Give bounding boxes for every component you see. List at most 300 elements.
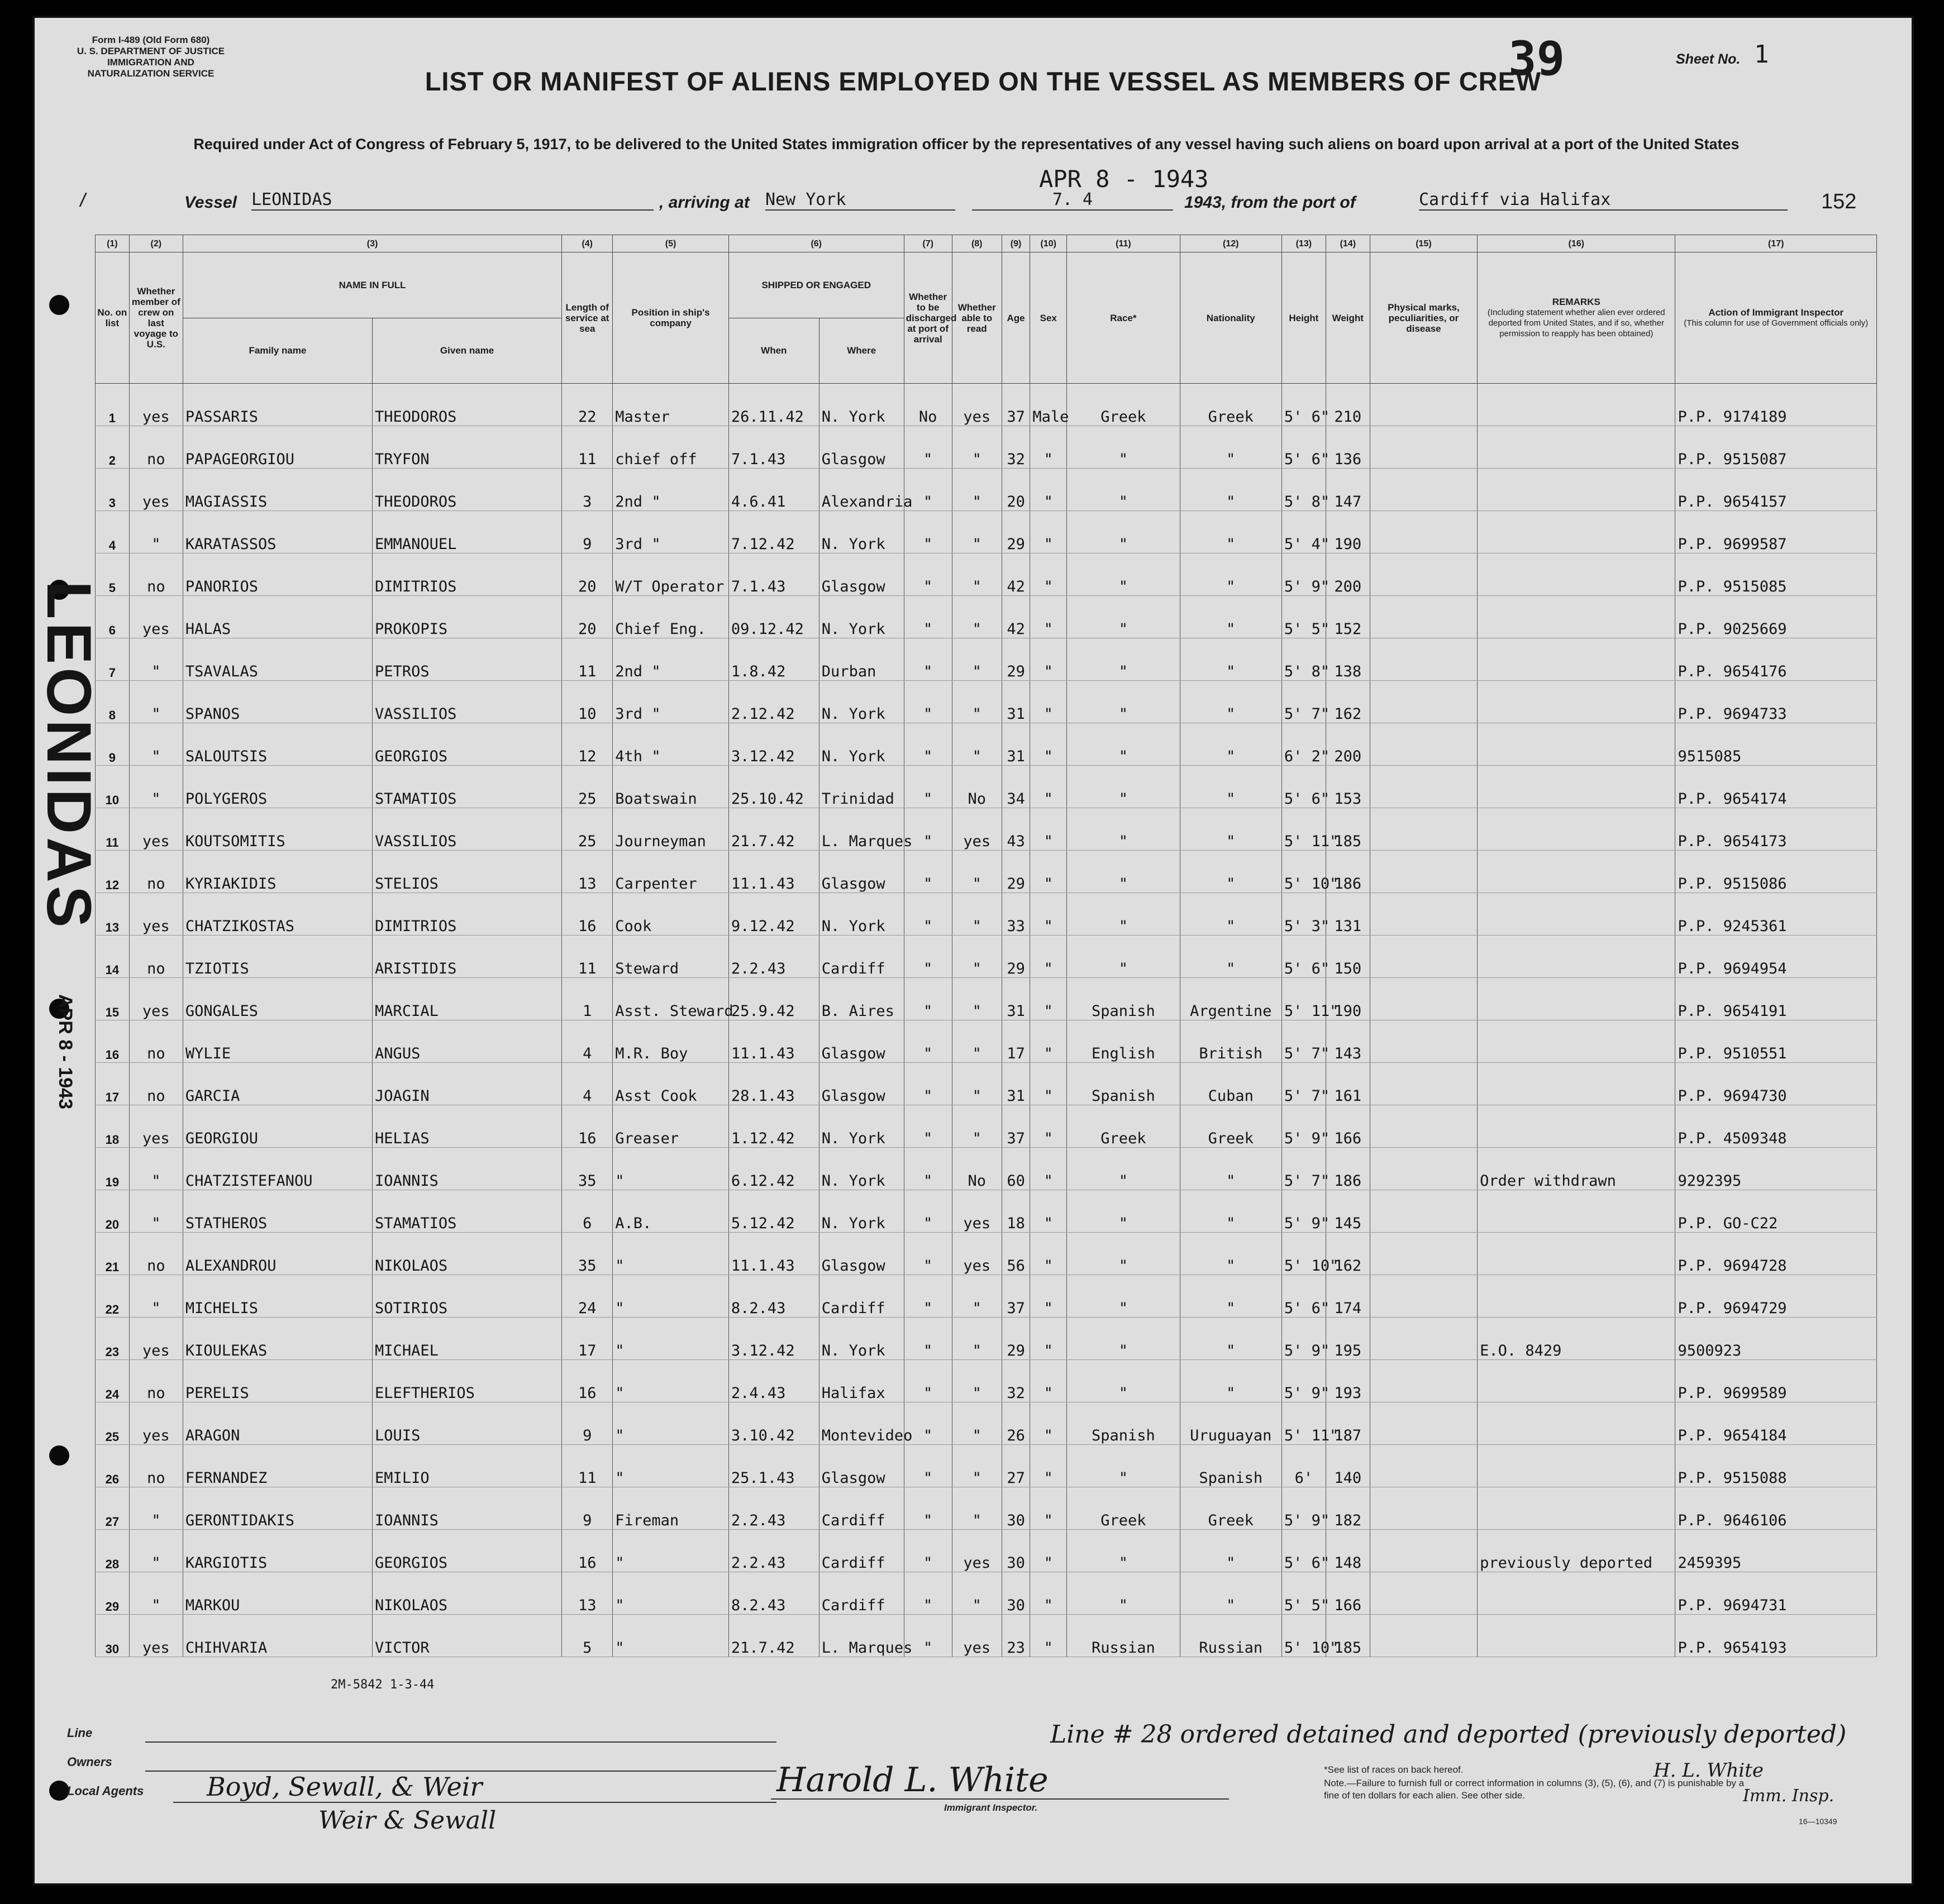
crew-remarks xyxy=(1478,596,1675,638)
colnum: (10) xyxy=(1030,235,1067,252)
crew-member-last-voyage: no xyxy=(129,426,183,469)
line-label: Line xyxy=(67,1726,93,1740)
table-row xyxy=(96,766,1877,808)
crew-able-to-read: " xyxy=(952,936,1002,978)
crew-shipped-where: Trinidad xyxy=(819,766,904,808)
crew-remarks: E.O. 8429 xyxy=(1478,1318,1675,1360)
crew-line-no: 7 xyxy=(96,638,130,681)
crew-discharged: " xyxy=(904,1318,952,1360)
crew-line-no: 1 xyxy=(96,384,130,426)
crew-discharged: " xyxy=(904,426,952,469)
crew-able-to-read: " xyxy=(952,1318,1002,1360)
crew-race: " xyxy=(1067,808,1180,851)
crew-family-name: PAPAGEORGIOU xyxy=(183,426,372,469)
colnum: (16) xyxy=(1478,235,1675,252)
crew-length-service: 9 xyxy=(562,1402,613,1445)
crew-height: 5' 4" xyxy=(1281,511,1326,553)
crew-action: P.P. 9699587 xyxy=(1675,511,1877,553)
table-row xyxy=(96,1615,1877,1657)
crew-family-name: PASSARIS xyxy=(183,384,372,426)
crew-position: " xyxy=(613,1445,729,1487)
crew-nationality: " xyxy=(1180,681,1281,723)
crew-length-service: 11 xyxy=(562,1445,613,1487)
table-row xyxy=(96,1572,1877,1615)
crew-sex: " xyxy=(1030,1275,1067,1318)
crew-race: " xyxy=(1067,893,1180,936)
crew-nationality: " xyxy=(1180,936,1281,978)
crew-sex: " xyxy=(1030,1233,1067,1275)
crew-shipped-where: N. York xyxy=(819,1190,904,1233)
crew-shipped-when: 3.12.42 xyxy=(728,723,819,766)
crew-discharged: " xyxy=(904,553,952,596)
crew-remarks xyxy=(1478,1572,1675,1615)
crew-member-last-voyage: " xyxy=(129,681,183,723)
table-row xyxy=(96,1020,1877,1063)
crew-physical-marks xyxy=(1370,723,1477,766)
crew-able-to-read: " xyxy=(952,1020,1002,1063)
crew-physical-marks xyxy=(1370,1105,1477,1148)
crew-length-service: 4 xyxy=(562,1020,613,1063)
crew-physical-marks xyxy=(1370,469,1477,511)
crew-given-name: MARCIAL xyxy=(373,978,562,1020)
crew-remarks xyxy=(1478,1615,1675,1657)
crew-remarks xyxy=(1478,936,1675,978)
crew-member-last-voyage: " xyxy=(129,1148,183,1190)
crew-member-last-voyage: no xyxy=(129,1360,183,1402)
crew-physical-marks xyxy=(1370,1020,1477,1063)
crew-nationality: Uruguayan xyxy=(1180,1402,1281,1445)
crew-sex: " xyxy=(1030,1020,1067,1063)
crew-member-last-voyage: yes xyxy=(129,978,183,1020)
crew-discharged: " xyxy=(904,1487,952,1530)
crew-shipped-when: 3.12.42 xyxy=(728,1318,819,1360)
crew-able-to-read: " xyxy=(952,638,1002,681)
crew-shipped-where: Glasgow xyxy=(819,553,904,596)
crew-member-last-voyage: yes xyxy=(129,596,183,638)
crew-line-no: 20 xyxy=(96,1190,130,1233)
colnum: (3) xyxy=(183,235,561,252)
crew-remarks xyxy=(1478,384,1675,426)
crew-nationality: " xyxy=(1180,1360,1281,1402)
crew-shipped-where: Montevideo xyxy=(819,1402,904,1445)
crew-physical-marks xyxy=(1370,553,1477,596)
crew-action: P.P. 9699589 xyxy=(1675,1360,1877,1402)
crew-shipped-when: 25.9.42 xyxy=(728,978,819,1020)
header-height: Height xyxy=(1281,252,1326,384)
page-mark: 39 xyxy=(1508,31,1565,86)
crew-race: Greek xyxy=(1067,384,1180,426)
crew-position: " xyxy=(613,1615,729,1657)
sheet-label: Sheet No. xyxy=(1676,51,1741,67)
crew-family-name: GONGALES xyxy=(183,978,372,1020)
crew-age: 29 xyxy=(1002,936,1030,978)
crew-length-service: 4 xyxy=(562,1063,613,1105)
table-row xyxy=(96,1275,1877,1318)
crew-physical-marks xyxy=(1370,596,1477,638)
crew-length-service: 25 xyxy=(562,808,613,851)
crew-sex: " xyxy=(1030,1530,1067,1572)
arrival-date: 7. 4 xyxy=(972,190,1173,211)
crew-sex: " xyxy=(1030,1190,1067,1233)
crew-discharged: " xyxy=(904,681,952,723)
crew-nationality: " xyxy=(1180,469,1281,511)
crew-line-no: 8 xyxy=(96,681,130,723)
table-row xyxy=(96,596,1877,638)
crew-sex: " xyxy=(1030,1402,1067,1445)
crew-line-no: 3 xyxy=(96,469,130,511)
crew-nationality: " xyxy=(1180,851,1281,893)
inspector-title: Imm. Insp. xyxy=(1743,1786,1835,1806)
header-action-sub: (This column for use of Government officials only) xyxy=(1684,318,1869,328)
crew-action: P.P. 9694728 xyxy=(1675,1233,1877,1275)
crew-able-to-read: " xyxy=(952,1063,1002,1105)
crew-given-name: GEORGIOS xyxy=(373,723,562,766)
crew-age: 30 xyxy=(1002,1530,1030,1572)
crew-line-no: 18 xyxy=(96,1105,130,1148)
crew-length-service: 11 xyxy=(562,936,613,978)
crew-remarks xyxy=(1478,851,1675,893)
crew-height: 5' 10" xyxy=(1281,851,1326,893)
header-remarks xyxy=(1478,252,1675,384)
crew-weight: 186 xyxy=(1326,851,1370,893)
crew-height: 5' 7" xyxy=(1281,1063,1326,1105)
crew-family-name: CHATZIKOSTAS xyxy=(183,893,372,936)
crew-sex: " xyxy=(1030,808,1067,851)
crew-remarks xyxy=(1478,808,1675,851)
crew-line-no: 25 xyxy=(96,1402,130,1445)
crew-line-no: 14 xyxy=(96,936,130,978)
crew-race: Spanish xyxy=(1067,1402,1180,1445)
crew-given-name: STAMATIOS xyxy=(373,766,562,808)
crew-physical-marks xyxy=(1370,1318,1477,1360)
crew-shipped-where: Glasgow xyxy=(819,1063,904,1105)
crew-length-service: 16 xyxy=(562,1530,613,1572)
colnum: (14) xyxy=(1326,235,1370,252)
crew-height: 5' 9" xyxy=(1281,1360,1326,1402)
crew-age: 20 xyxy=(1002,469,1030,511)
crew-weight: 185 xyxy=(1326,1615,1370,1657)
crew-age: 32 xyxy=(1002,1360,1030,1402)
crew-race: " xyxy=(1067,1530,1180,1572)
crew-nationality: " xyxy=(1180,511,1281,553)
crew-action: P.P. 9694731 xyxy=(1675,1572,1877,1615)
row27-note: 2M-5842 1-3-44 xyxy=(331,1678,435,1692)
crew-shipped-where: Halifax xyxy=(819,1360,904,1402)
punch-hole xyxy=(49,1445,69,1466)
crew-age: 29 xyxy=(1002,638,1030,681)
table-row xyxy=(96,936,1877,978)
crew-member-last-voyage: " xyxy=(129,723,183,766)
crew-nationality: " xyxy=(1180,1148,1281,1190)
table-row xyxy=(96,384,1877,426)
table-row xyxy=(96,681,1877,723)
form-title: LIST OR MANIFEST OF ALIENS EMPLOYED ON THE VESSEL AS MEMBERS OF CREW xyxy=(425,66,1542,96)
crew-given-name: NIKOLAOS xyxy=(373,1233,562,1275)
signature-line xyxy=(771,1798,1229,1800)
crew-shipped-where: Glasgow xyxy=(819,1445,904,1487)
crew-nationality: " xyxy=(1180,553,1281,596)
crew-sex: " xyxy=(1030,893,1067,936)
crew-member-last-voyage: no xyxy=(129,1233,183,1275)
crew-nationality: British xyxy=(1180,1020,1281,1063)
crew-age: 31 xyxy=(1002,1063,1030,1105)
crew-height: 5' 7" xyxy=(1281,1148,1326,1190)
crew-shipped-when: 8.2.43 xyxy=(728,1572,819,1615)
crew-family-name: MAGIASSIS xyxy=(183,469,372,511)
crew-given-name: PETROS xyxy=(373,638,562,681)
crew-shipped-where: Cardiff xyxy=(819,1275,904,1318)
crew-shipped-when: 1.12.42 xyxy=(728,1105,819,1148)
crew-family-name: FERNANDEZ xyxy=(183,1445,372,1487)
crew-race: " xyxy=(1067,1318,1180,1360)
crew-weight: 138 xyxy=(1326,638,1370,681)
crew-height: 5' 6" xyxy=(1281,936,1326,978)
crew-remarks xyxy=(1478,1360,1675,1402)
crew-age: 29 xyxy=(1002,511,1030,553)
crew-length-service: 24 xyxy=(562,1275,613,1318)
header-where: Where xyxy=(819,318,904,384)
crew-nationality: " xyxy=(1180,723,1281,766)
crew-member-last-voyage: no xyxy=(129,936,183,978)
crew-action: 9515085 xyxy=(1675,723,1877,766)
crew-discharged: " xyxy=(904,638,952,681)
crew-remarks xyxy=(1478,511,1675,553)
header-remarks-title: REMARKS xyxy=(1552,297,1600,307)
crew-position: " xyxy=(613,1572,729,1615)
signature-caption: Immigrant Inspector. xyxy=(944,1802,1038,1813)
crew-physical-marks xyxy=(1370,1063,1477,1105)
crew-action: 9500923 xyxy=(1675,1318,1877,1360)
crew-able-to-read: yes xyxy=(952,1530,1002,1572)
crew-weight: 131 xyxy=(1326,893,1370,936)
crew-family-name: CHIHVARIA xyxy=(183,1615,372,1657)
crew-race: " xyxy=(1067,426,1180,469)
crew-height: 6' xyxy=(1281,1445,1326,1487)
crew-remarks xyxy=(1478,1105,1675,1148)
crew-remarks xyxy=(1478,1020,1675,1063)
crew-length-service: 1 xyxy=(562,978,613,1020)
crew-action: P.P. 9654157 xyxy=(1675,469,1877,511)
table-row xyxy=(96,1105,1877,1148)
crew-discharged: " xyxy=(904,851,952,893)
crew-able-to-read: " xyxy=(952,681,1002,723)
crew-able-to-read: yes xyxy=(952,808,1002,851)
crew-length-service: 20 xyxy=(562,553,613,596)
crew-shipped-when: 7.1.43 xyxy=(728,553,819,596)
crew-weight: 152 xyxy=(1326,596,1370,638)
crew-remarks xyxy=(1478,1063,1675,1105)
crew-member-last-voyage: " xyxy=(129,766,183,808)
crew-action: P.P. 9174189 xyxy=(1675,384,1877,426)
crew-age: 31 xyxy=(1002,681,1030,723)
crew-shipped-when: 21.7.42 xyxy=(728,1615,819,1657)
crew-given-name: VICTOR xyxy=(373,1615,562,1657)
crew-shipped-where: N. York xyxy=(819,1318,904,1360)
crew-member-last-voyage: yes xyxy=(129,808,183,851)
crew-line-no: 30 xyxy=(96,1615,130,1657)
crew-action: P.P. GO-C22 xyxy=(1675,1190,1877,1233)
crew-position: Master xyxy=(613,384,729,426)
crew-sex: " xyxy=(1030,511,1067,553)
agents-field xyxy=(173,1802,776,1803)
agents-value-2: Weir & Sewall xyxy=(318,1806,497,1835)
crew-race: " xyxy=(1067,1572,1180,1615)
arrival-port: New York xyxy=(765,190,955,211)
crew-position: 4th " xyxy=(613,723,729,766)
crew-shipped-where: N. York xyxy=(819,893,904,936)
header-nationality: Nationality xyxy=(1180,252,1281,384)
crew-shipped-when: 2.12.42 xyxy=(728,681,819,723)
crew-line-no: 2 xyxy=(96,426,130,469)
crew-race: " xyxy=(1067,1445,1180,1487)
crew-weight: 187 xyxy=(1326,1402,1370,1445)
crew-height: 5' 8" xyxy=(1281,638,1326,681)
table-row xyxy=(96,1148,1877,1190)
crew-height: 5' 9" xyxy=(1281,1318,1326,1360)
crew-height: 5' 5" xyxy=(1281,1572,1326,1615)
crew-weight: 200 xyxy=(1326,723,1370,766)
crew-family-name: GARCIA xyxy=(183,1063,372,1105)
crew-discharged: " xyxy=(904,766,952,808)
crew-family-name: ALEXANDROU xyxy=(183,1233,372,1275)
table-row xyxy=(96,1487,1877,1530)
crew-physical-marks xyxy=(1370,1572,1477,1615)
vessel-name: LEONIDAS xyxy=(251,190,654,211)
crew-able-to-read: " xyxy=(952,978,1002,1020)
crew-body xyxy=(96,384,1877,1657)
crew-able-to-read: " xyxy=(952,553,1002,596)
crew-weight: 195 xyxy=(1326,1318,1370,1360)
crew-shipped-where: Durban xyxy=(819,638,904,681)
crew-shipped-where: Cardiff xyxy=(819,1572,904,1615)
crew-age: 42 xyxy=(1002,596,1030,638)
crew-line-no: 26 xyxy=(96,1445,130,1487)
crew-sex: " xyxy=(1030,978,1067,1020)
crew-physical-marks xyxy=(1370,1275,1477,1318)
crew-race: " xyxy=(1067,1275,1180,1318)
crew-position: Greaser xyxy=(613,1105,729,1148)
crew-weight: 200 xyxy=(1326,553,1370,596)
crew-length-service: 6 xyxy=(562,1190,613,1233)
crew-height: 5' 10" xyxy=(1281,1615,1326,1657)
crew-nationality: Greek xyxy=(1180,1105,1281,1148)
crew-able-to-read: yes xyxy=(952,1615,1002,1657)
crew-position: " xyxy=(613,1275,729,1318)
crew-given-name: NIKOLAOS xyxy=(373,1572,562,1615)
crew-discharged: " xyxy=(904,1233,952,1275)
crew-age: 32 xyxy=(1002,426,1030,469)
owners-label: Owners xyxy=(67,1755,112,1769)
crew-physical-marks xyxy=(1370,1487,1477,1530)
crew-age: 17 xyxy=(1002,1020,1030,1063)
crew-weight: 166 xyxy=(1326,1572,1370,1615)
crew-nationality: Russian xyxy=(1180,1615,1281,1657)
crew-sex: " xyxy=(1030,638,1067,681)
crew-sex: " xyxy=(1030,851,1067,893)
crew-shipped-where: Cardiff xyxy=(819,1530,904,1572)
crew-sex: " xyxy=(1030,1572,1067,1615)
crew-shipped-when: 2.2.43 xyxy=(728,1487,819,1530)
crew-nationality: " xyxy=(1180,1530,1281,1572)
crew-physical-marks xyxy=(1370,1402,1477,1445)
crew-family-name: TZIOTIS xyxy=(183,936,372,978)
crew-sex: " xyxy=(1030,766,1067,808)
crew-race: Spanish xyxy=(1067,978,1180,1020)
note-failure: Note.—Failure to furnish full or correct information in columns (3), (5), (6), and (7) is punishable by a fine of ten dollars for each alien. See other side. xyxy=(1324,1778,1745,1801)
crew-weight: 145 xyxy=(1326,1190,1370,1233)
crew-able-to-read: yes xyxy=(952,1233,1002,1275)
crew-weight: 166 xyxy=(1326,1105,1370,1148)
crew-sex: " xyxy=(1030,936,1067,978)
crew-line-no: 11 xyxy=(96,808,130,851)
crew-weight: 153 xyxy=(1326,766,1370,808)
colnum: (2) xyxy=(129,235,183,252)
crew-nationality: " xyxy=(1180,808,1281,851)
crew-discharged: " xyxy=(904,1572,952,1615)
crew-position: " xyxy=(613,1318,729,1360)
crew-race: " xyxy=(1067,936,1180,978)
crew-weight: 182 xyxy=(1326,1487,1370,1530)
crew-physical-marks xyxy=(1370,1190,1477,1233)
crew-nationality: " xyxy=(1180,1233,1281,1275)
crew-race: " xyxy=(1067,1360,1180,1402)
crew-discharged: " xyxy=(904,1530,952,1572)
crew-member-last-voyage: no xyxy=(129,1020,183,1063)
crew-remarks xyxy=(1478,553,1675,596)
crew-height: 5' 11" xyxy=(1281,1402,1326,1445)
crew-given-name: PROKOPIS xyxy=(373,596,562,638)
crew-nationality: " xyxy=(1180,596,1281,638)
crew-age: 33 xyxy=(1002,893,1030,936)
crew-age: 56 xyxy=(1002,1233,1030,1275)
crew-remarks xyxy=(1478,723,1675,766)
line-field xyxy=(145,1741,776,1743)
crew-member-last-voyage: yes xyxy=(129,893,183,936)
crew-action: P.P. 9025669 xyxy=(1675,596,1877,638)
crew-race: " xyxy=(1067,851,1180,893)
crew-height: 5' 11" xyxy=(1281,978,1326,1020)
crew-sex: " xyxy=(1030,1445,1067,1487)
crew-line-no: 12 xyxy=(96,851,130,893)
crew-discharged: " xyxy=(904,1615,952,1657)
crew-family-name: PERELIS xyxy=(183,1360,372,1402)
header-shipped-engaged: SHIPPED OR ENGAGED xyxy=(728,252,904,318)
header-member-last-voyage: Whether member of crew on last voyage to U.S. xyxy=(129,252,183,384)
crew-race: " xyxy=(1067,681,1180,723)
header-weight: Weight xyxy=(1326,252,1370,384)
crew-length-service: 20 xyxy=(562,596,613,638)
crew-given-name: TRYFON xyxy=(373,426,562,469)
crew-weight: 162 xyxy=(1326,681,1370,723)
crew-position: Asst. Steward xyxy=(613,978,729,1020)
inspector-signature: Harold L. White xyxy=(776,1760,1049,1800)
crew-age: 37 xyxy=(1002,1105,1030,1148)
crew-height: 5' 9" xyxy=(1281,1487,1326,1530)
crew-weight: 143 xyxy=(1326,1020,1370,1063)
crew-shipped-when: 7.1.43 xyxy=(728,426,819,469)
crew-able-to-read: " xyxy=(952,723,1002,766)
crew-length-service: 13 xyxy=(562,851,613,893)
crew-race: " xyxy=(1067,511,1180,553)
crew-family-name: MARKOU xyxy=(183,1572,372,1615)
crew-shipped-where: N. York xyxy=(819,596,904,638)
table-row xyxy=(96,808,1877,851)
crew-line-no: 23 xyxy=(96,1318,130,1360)
colnum: (5) xyxy=(613,235,729,252)
crew-given-name: VASSILIOS xyxy=(373,808,562,851)
crew-position: " xyxy=(613,1360,729,1402)
crew-shipped-when: 4.6.41 xyxy=(728,469,819,511)
